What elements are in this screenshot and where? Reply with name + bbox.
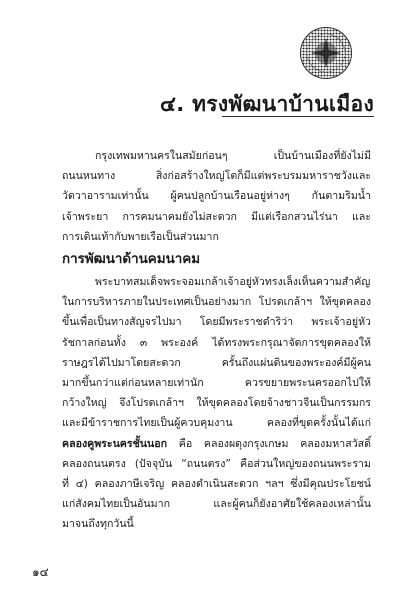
paragraph-line: ในการบริหารภายในประเทศเป็นอย่างมาก โปรดเกล้าฯ ให้ขุดคลอง xyxy=(62,296,371,309)
page-number: ๑๔ xyxy=(32,565,49,579)
royal-seal-emblem-icon xyxy=(299,26,353,80)
paragraph-line: วัดวาอารามเท่านั้น ผู้คนปลูกบ้านเรือนอยู่ห่างๆ กันตามริมน้ำ xyxy=(62,190,371,203)
title-underline xyxy=(222,116,374,117)
paragraph-line: เจ้าพระยา การคมนาคมยังไม่สะดวก มีแต่เรือกสวนไร่นา และ xyxy=(62,210,371,223)
paragraph-line: แก่สังคมไทยเป็นอันมาก และผู้คนก็ยังอาศัยใช้คลองเหล่านั้น xyxy=(62,498,371,511)
section-paragraph xyxy=(62,272,371,535)
chapter-title: ๔. ทรงพัฒนาบ้านเมือง xyxy=(160,92,374,116)
paragraph-line: คลองถนนตรง (ปัจจุบัน “ถนนตรง” คือส่วนใหญ่ของถนนพระราม xyxy=(62,457,371,470)
paragraph-line: และมีข้าราชการไทยเป็นผู้ควบคุมงาน คลองที่ขุดครั้งนั้นได้แก่ xyxy=(62,417,371,430)
paragraph-line: รัชกาลก่อนทั้ง ๓ พระองค์ ได้ทรงพระกรุณาจัดการขุดคลองให้ xyxy=(62,336,371,349)
paragraph-line: ถนนหนทาง สิ่งก่อสร้างใหญ่โตก็มีแต่พระบรมมหาราชวังและ xyxy=(62,170,371,183)
paragraph-line: ขึ้นเพื่อเป็นทางสัญจรไปมา โดยมีพระราชดำริว่า พระเจ้าอยู่หัว xyxy=(62,316,371,329)
line-continuation: คือ คลองผดุงกรุงเกษม คลองมหาสวัสดิ์ xyxy=(167,437,371,450)
paragraph-line xyxy=(62,434,371,454)
paragraph-line: พระบาทสมเด็จพระจอมเกล้าเจ้าอยู่หัวทรงเล็งเห็นความสำคัญ xyxy=(95,276,371,288)
paragraph-line: กว้างใหญ่ จึงโปรดเกล้าฯ ให้ขุดคลองโดยจ้างชาวจีนเป็นกรรมกร xyxy=(62,397,371,410)
paragraph-line: มาจนถึงทุกวันนี้ xyxy=(62,518,134,531)
paragraph-line: มากขึ้นกว่าแต่ก่อนหลายเท่านัก ควรขยายพระนครออกไปให้ xyxy=(62,377,371,390)
paragraph-line: การเดินเท้ากับพายเรือเป็นส่วนมาก xyxy=(62,230,219,243)
paragraph-line: ที่ ๔) คลองภาษีเจริญ คลองดำเนินสะดวก ฯลฯ ซึ่งมีคุณประโยชน์ xyxy=(62,478,371,491)
paragraph-line: กรุงเทพมหานครในสมัยก่อนๆ เป็นบ้านเมืองที่ยังไม่มี xyxy=(95,150,371,162)
bold-phrase: คลองคูพระนครชั้นนอก xyxy=(62,437,168,450)
section-heading: การพัฒนาด้านคมนาคม xyxy=(62,252,201,267)
intro-paragraph xyxy=(62,146,371,247)
paragraph-line: ราษฎรได้ไปมาโดยสะดวก ครั้นถึงแผ่นดินของพระองค์มีผู้คน xyxy=(62,356,371,369)
